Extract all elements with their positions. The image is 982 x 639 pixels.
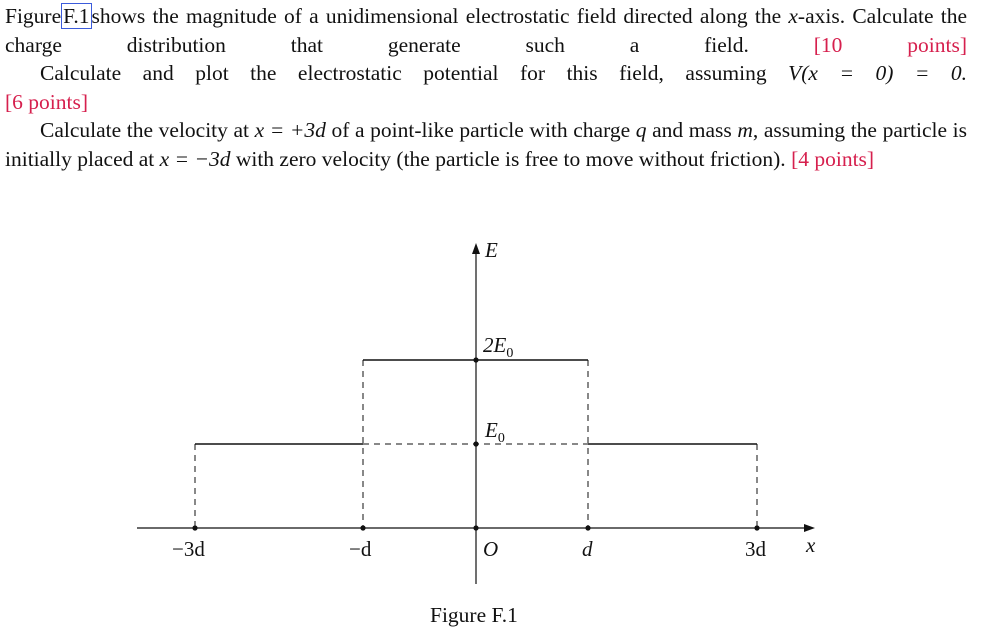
p3-q: q	[635, 118, 647, 142]
figure-ref-link[interactable]: F.1	[63, 4, 90, 28]
point-x-3d	[754, 525, 759, 530]
tick-label-neg3d: −3d	[172, 537, 205, 561]
figure-caption: Figure F.1	[430, 603, 518, 627]
tick-label-d: d	[582, 537, 593, 561]
p1-pre: Figure	[5, 4, 62, 28]
p3-e: with zero velocity (the particle is free to move without friction).	[230, 146, 786, 171]
level-label-e0: $E_0$	[485, 418, 505, 446]
tick-label-3d: 3d	[745, 537, 766, 561]
points-badge-3: [4 points]	[791, 146, 875, 171]
x-axis-label: x	[806, 533, 816, 557]
p3-c: and mass	[646, 118, 738, 142]
point-2e0	[473, 357, 478, 362]
point-x-d	[585, 525, 590, 530]
p2-text: Calculate and plot the electrostatic potential for this field, assuming	[40, 61, 789, 85]
points-badge-2: [6 points]	[5, 89, 89, 114]
origin-label: O	[483, 537, 499, 561]
point-origin	[473, 525, 478, 530]
p1-text: shows the magnitude of a unidimensional electrostatic field directed along the	[91, 4, 789, 28]
p2-math: V(x = 0) = 0.	[788, 61, 967, 85]
tick-label-negd: −d	[349, 537, 372, 561]
p3-b: of a point-like particle with charge	[325, 118, 636, 142]
point-e0	[473, 441, 478, 446]
points-badge-1: [10 points]	[813, 32, 967, 57]
y-axis-arrow	[472, 243, 480, 254]
point-x-neg3d	[192, 525, 197, 530]
p3-a: Calculate the velocity at	[40, 118, 255, 142]
p3-math1: x = +3d	[254, 118, 326, 142]
p1-post: -axis. Calculate the charge distribution that generate such a field.	[5, 4, 967, 57]
level-label-2e0: $2E_0$	[483, 333, 514, 361]
x-axis-arrow	[804, 524, 815, 532]
p3-d: , assuming the particle is initially placed at	[5, 118, 967, 171]
p1-var: x	[788, 4, 798, 28]
point-x-negd	[360, 525, 365, 530]
p3-math2: x = −3d	[159, 146, 231, 171]
y-axis-label: E	[485, 238, 498, 262]
p3-m: m	[737, 118, 753, 142]
